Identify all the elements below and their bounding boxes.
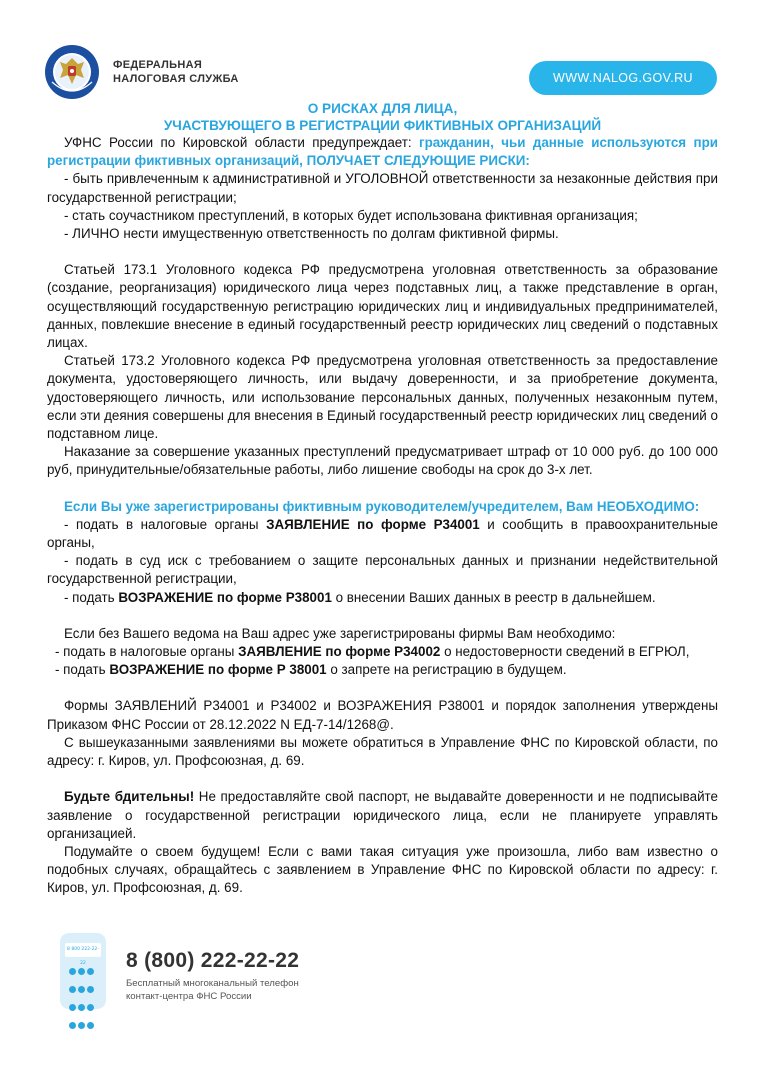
title-line1: О РИСКАХ ДЛЯ ЛИЦА, [307,101,458,116]
website-link-button[interactable]: WWW.NALOG.GOV.RU [529,61,717,95]
address-case-item-1-pre: - подать в налоговые органы [55,644,239,660]
phone-screen [65,943,101,966]
intro-highlight: гражданин, чьи данные используются при регистрации фиктивных организаций, ПОЛУЧАЕТ СЛЕДУЮЩИЕ РИСКИ: [47,135,718,169]
punishment-paragraph: Наказание за совершение указанных преступлений предусматривает штраф от 10 000 руб. до 100 000 руб, принудительные/обязательные работы, либо лишение свободы на срок до 3-х лет. [47,444,718,478]
registered-heading: Если Вы уже зарегистрированы фиктивным руководителем/учредителем, Вам НЕОБХОДИМО: [64,498,700,514]
intro-text: УФНС России по Кировской области предупреждает: [64,135,420,150]
hotline-caption [126,977,299,1003]
keypad-icon [68,963,98,1035]
page-title [47,100,718,134]
address-case-item-1-post: о недостоверности сведений в ЕГРЮЛ, [440,644,690,660]
risk-item-1: - быть привлеченным к административной и УГОЛОВНОЙ ответственности за незаконные действия при государственной регистрации; [47,171,718,205]
org-name-line2: НАЛОГОВАЯ СЛУЖБА [113,73,239,85]
registered-item-1 [47,516,718,552]
risk-item-3: - ЛИЧНО нести имущественную ответственность по долгам фиктивной фирмы. [64,226,559,242]
header [0,0,764,110]
spacer [47,480,718,498]
org-name [113,58,239,86]
notice-body [47,100,718,898]
registered-item-3-pre: - подать [64,589,119,605]
address-case-item-2-form: ВОЗРАЖЕНИЕ по форме Р 38001 [109,662,327,678]
address-case-item-2 [47,661,718,679]
closing-paragraph: Подумайте о своем будущем! Если с вами такая ситуация уже произошла, либо вам известно о подобных случаях, обращайтесь с заявлением в Управление ФНС по Кировской области по адресу: г. Киров, ул. Профсоюзная, д. 69. [47,843,718,896]
registered-item-1-post: и сообщить в правоохранительные органы, [47,516,718,551]
risk-item-2: - стать соучастником преступлений, в которых будет использована фиктивная организация; [64,207,638,223]
address-case-heading: Если без Вашего ведома на Ваш адрес уже зарегистрированы фирмы Вам необходимо: [64,625,616,641]
registered-item-1-form: ЗАЯВЛЕНИЕ по форме Р34001 [266,516,480,532]
hotline-number[interactable]: 8 (800) 222-22-22 [126,949,300,972]
spacer [47,607,718,625]
address-case-item-1-form: ЗАЯВЛЕНИЕ по форме Р34002 [238,644,441,660]
spacer [47,770,718,788]
forms-paragraph: Формы ЗАЯВЛЕНИЙ Р34001 и Р34002 и ВОЗРАЖЕНИЯ Р38001 и порядок заполнения утверждены Приказом ФНС России от 28.12.2022 N ЕД-7-14/1268@. [47,698,718,732]
org-name-line1: ФЕДЕРАЛЬНАЯ [113,59,203,71]
warning-paragraph [47,788,718,843]
contact-address-paragraph: С вышеуказанными заявлениями вы можете обратиться в Управление ФНС по Кировской области, по адресу: г. Киров, ул. Профсоюзная, д. 69. [47,734,718,769]
warning-text: Не предоставляйте свой паспорт, не выдавайте доверенности и не подписывайте заявление о государственной регистрации юридического лица, если не планируете управлять организацией. [47,789,718,841]
law-paragraph-173-2: Статьей 173.2 Уголовного кодекса РФ предусмотрена уголовная ответственность за предоставление документа, удостоверяющего личность, или выдачу доверенности, и за приобретение документа, удостоверяющего личность, или использование персональных данных, полученных незаконным путем, если эти деяния совершены для внесения в Единый государственный реестр юридических лиц сведений о подставном лице. [47,353,718,442]
registered-item-2: - подать в суд иск с требованием о защите персональных данных и признании недействительной государственной регистрации, [47,553,718,587]
warning-bold: Будьте бдительны! [64,789,195,805]
title-line2: УЧАСТВУЮЩЕГО В РЕГИСТРАЦИИ ФИКТИВНЫХ ОРГАНИЗАЦИЙ [163,118,602,133]
registered-item-3-post: о внесении Ваших данных в реестр в дальнейшем. [331,589,656,605]
registered-item-1-pre: - подать в налоговые органы [64,516,267,532]
spacer [47,243,718,261]
spacer [47,679,718,697]
fns-emblem-logo [44,44,100,100]
address-case-item-2-pre: - подать [55,662,110,678]
address-case-item-2-post: о запрете на регистрацию в будущем. [326,662,567,678]
phone-icon [60,933,106,1009]
intro-paragraph [47,134,718,170]
registered-item-3-form: ВОЗРАЖЕНИЕ по форме Р38001 [118,589,332,605]
footer-contact [0,925,764,1035]
law-paragraph-173-1: Статьей 173.1 Уголовного кодекса РФ предусмотрена уголовная ответственность за образование (создание, реорганизация) юридического лица через подставных лиц, а также представление в орган, осуществляющий государственную регистрацию юридических лиц и индивидуальных предпринимателей, данных, повлекшие внесение в единый государственный реестр юридических лиц сведений о подставных лицах. [47,262,718,351]
hotline-caption-line1: Бесплатный многоканальный телефон [126,978,299,989]
hotline-caption-line2: контакт-центра ФНС России [126,991,252,1002]
address-case-item-1 [47,643,718,661]
phone-screen-text: 8 800 222-22-22 [67,947,99,966]
registered-item-3 [47,589,718,607]
